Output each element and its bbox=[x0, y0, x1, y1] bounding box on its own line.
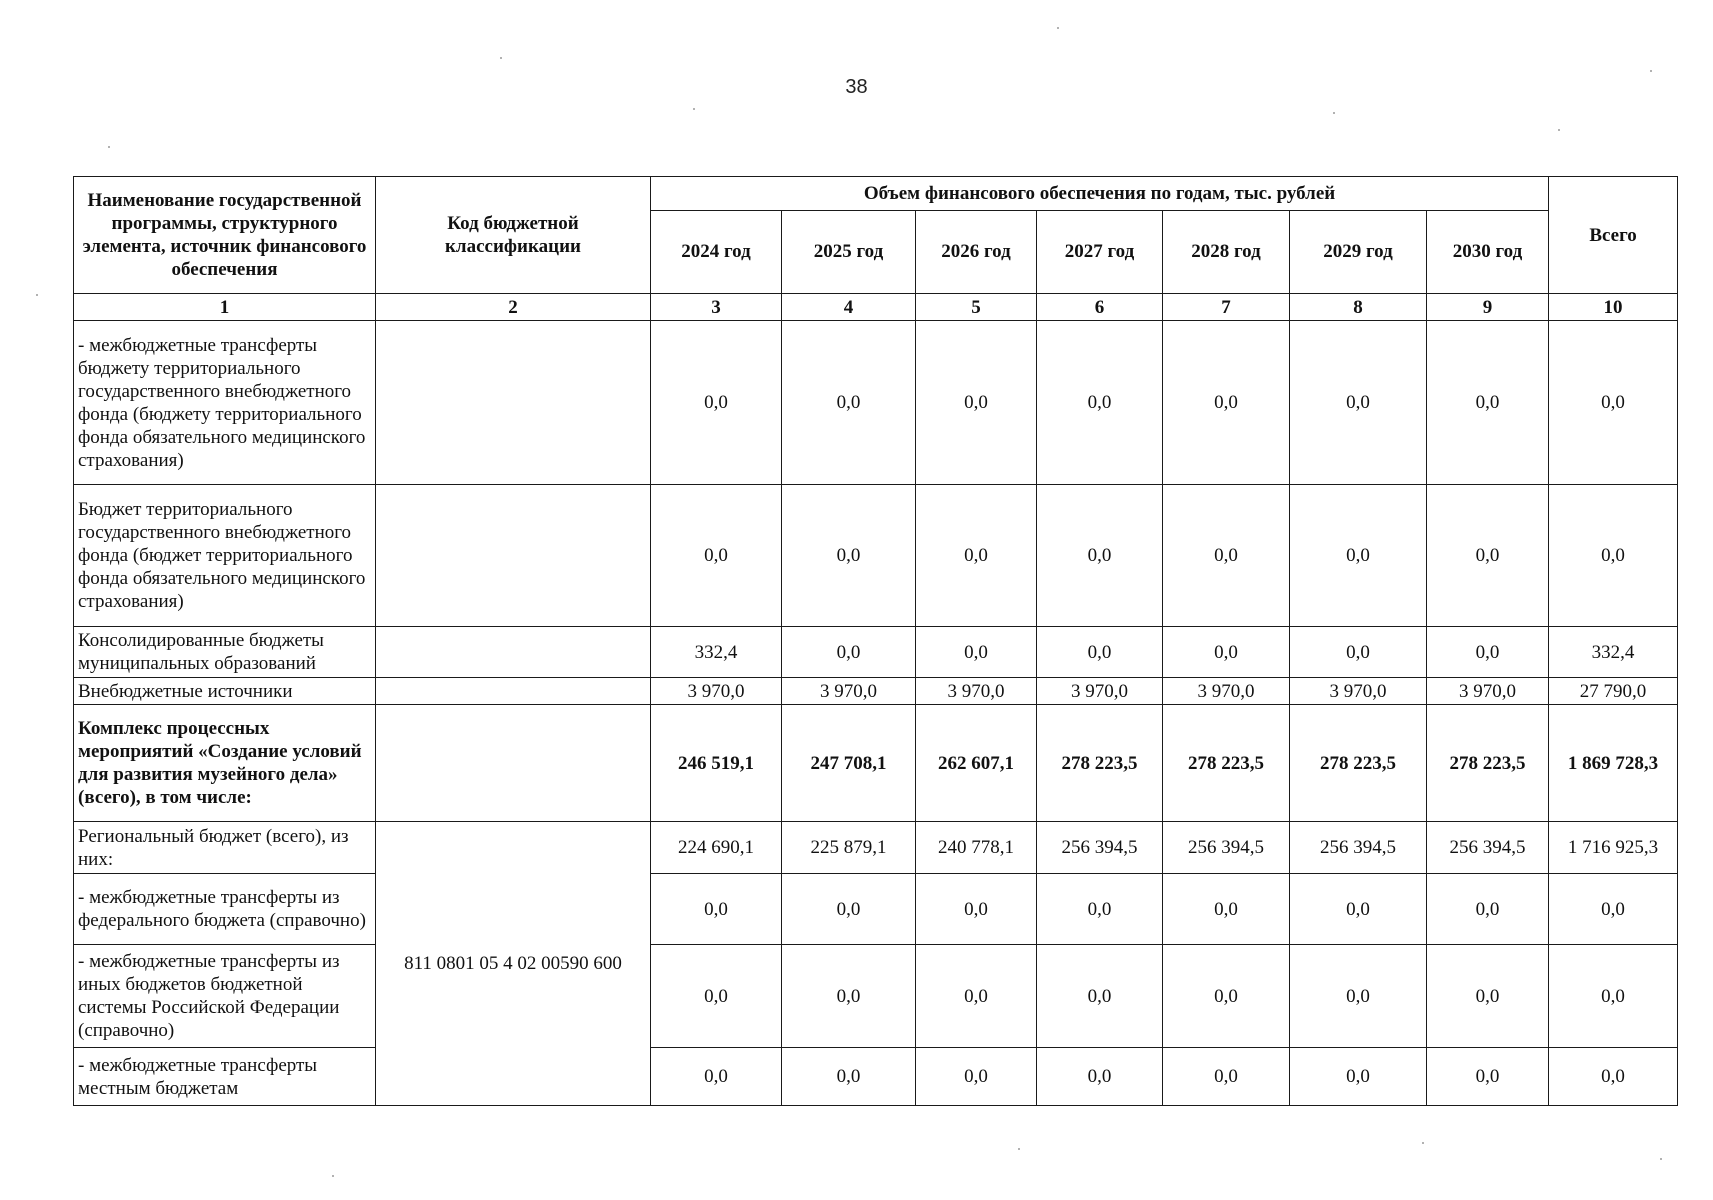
table-row bbox=[74, 485, 1678, 627]
header-year: 2024 год bbox=[651, 210, 782, 293]
row-code bbox=[376, 627, 651, 678]
row-total: 0,0 bbox=[1549, 485, 1678, 627]
row-value: 3 970,0 bbox=[782, 678, 916, 705]
table-row bbox=[74, 321, 1678, 485]
scan-speck bbox=[500, 57, 502, 59]
budget-classification-code: 811 0801 05 4 02 00590 600 bbox=[376, 822, 651, 1106]
row-value: 3 970,0 bbox=[1290, 678, 1427, 705]
row-value: 0,0 bbox=[651, 874, 782, 945]
row-value: 224 690,1 bbox=[651, 822, 782, 874]
row-value: 0,0 bbox=[1427, 485, 1549, 627]
row-value: 0,0 bbox=[651, 485, 782, 627]
row-value: 278 223,5 bbox=[1163, 705, 1290, 822]
row-value: 240 778,1 bbox=[916, 822, 1037, 874]
row-value: 278 223,5 bbox=[1290, 705, 1427, 822]
row-value: 278 223,5 bbox=[1037, 705, 1163, 822]
row-name: Внебюджетные источники bbox=[74, 678, 376, 705]
row-value: 225 879,1 bbox=[782, 822, 916, 874]
row-value: 0,0 bbox=[782, 321, 916, 485]
row-code bbox=[376, 705, 651, 822]
table-row bbox=[74, 1048, 1678, 1106]
row-value: 0,0 bbox=[1427, 321, 1549, 485]
row-value: 0,0 bbox=[916, 321, 1037, 485]
row-total: 0,0 bbox=[1549, 321, 1678, 485]
row-name: - межбюджетные трансферты местным бюджетам bbox=[74, 1048, 376, 1106]
header-year: 2025 год bbox=[782, 210, 916, 293]
column-number: 2 bbox=[376, 294, 651, 321]
row-name: Консолидированные бюджеты муниципальных образований bbox=[74, 627, 376, 678]
row-value: 0,0 bbox=[782, 945, 916, 1048]
scan-speck bbox=[1660, 1158, 1662, 1160]
row-value: 0,0 bbox=[916, 945, 1037, 1048]
row-value: 256 394,5 bbox=[1163, 822, 1290, 874]
table-row bbox=[74, 945, 1678, 1048]
table-row bbox=[74, 678, 1678, 705]
row-value: 0,0 bbox=[916, 874, 1037, 945]
row-value: 0,0 bbox=[1290, 627, 1427, 678]
header-year: 2027 год bbox=[1037, 210, 1163, 293]
row-value: 0,0 bbox=[1037, 627, 1163, 678]
row-value: 0,0 bbox=[1037, 1048, 1163, 1106]
row-name: - межбюджетные трансферты из федерального бюджета (справочно) bbox=[74, 874, 376, 945]
row-value: 262 607,1 bbox=[916, 705, 1037, 822]
row-name: Бюджет территориального государственного внебюджетного фонда (бюджет территориального фонда обязательного медицинского страхования) bbox=[74, 485, 376, 627]
row-value: 332,4 bbox=[651, 627, 782, 678]
row-value: 3 970,0 bbox=[1163, 678, 1290, 705]
row-value: 246 519,1 bbox=[651, 705, 782, 822]
column-number: 3 bbox=[651, 294, 782, 321]
row-value: 3 970,0 bbox=[1427, 678, 1549, 705]
row-value: 3 970,0 bbox=[651, 678, 782, 705]
row-value: 0,0 bbox=[1163, 627, 1290, 678]
row-value: 0,0 bbox=[1290, 945, 1427, 1048]
scan-speck bbox=[693, 108, 695, 110]
row-value: 0,0 bbox=[1163, 874, 1290, 945]
header-name-column: Наименование государственной программы, структурного элемента, источник финансового обеспечения bbox=[74, 177, 376, 294]
row-total: 1 869 728,3 bbox=[1549, 705, 1678, 822]
row-total: 0,0 bbox=[1549, 874, 1678, 945]
row-value: 3 970,0 bbox=[916, 678, 1037, 705]
row-value: 0,0 bbox=[1163, 485, 1290, 627]
header-year: 2029 год bbox=[1290, 210, 1427, 293]
row-value: 0,0 bbox=[651, 321, 782, 485]
column-number: 6 bbox=[1037, 294, 1163, 321]
row-value: 247 708,1 bbox=[782, 705, 916, 822]
row-value: 0,0 bbox=[651, 1048, 782, 1106]
row-value: 0,0 bbox=[1290, 874, 1427, 945]
row-total: 0,0 bbox=[1549, 945, 1678, 1048]
scan-speck bbox=[1057, 27, 1059, 29]
column-number: 7 bbox=[1163, 294, 1290, 321]
column-number-row bbox=[74, 294, 1678, 321]
row-value: 256 394,5 bbox=[1037, 822, 1163, 874]
table-row bbox=[74, 627, 1678, 678]
row-value: 0,0 bbox=[1037, 321, 1163, 485]
row-name: Региональный бюджет (всего), из них: bbox=[74, 822, 376, 874]
row-value: 0,0 bbox=[1290, 485, 1427, 627]
row-value: 0,0 bbox=[782, 485, 916, 627]
row-code bbox=[376, 321, 651, 485]
row-value: 0,0 bbox=[1037, 874, 1163, 945]
row-value: 0,0 bbox=[782, 1048, 916, 1106]
financing-table bbox=[73, 176, 1678, 1106]
row-value: 0,0 bbox=[1290, 1048, 1427, 1106]
row-value: 0,0 bbox=[1427, 945, 1549, 1048]
row-value: 0,0 bbox=[1163, 1048, 1290, 1106]
row-value: 0,0 bbox=[651, 945, 782, 1048]
row-name: Комплекс процессных мероприятий «Создание условий для развития музейного дела» (всего), в том числе: bbox=[74, 705, 376, 822]
row-code bbox=[376, 678, 651, 705]
row-value: 0,0 bbox=[916, 485, 1037, 627]
header-years-group: Объем финансового обеспечения по годам, тыс. рублей bbox=[651, 177, 1549, 211]
row-value: 0,0 bbox=[1427, 1048, 1549, 1106]
header-year: 2030 год bbox=[1427, 210, 1549, 293]
row-value: 0,0 bbox=[1163, 321, 1290, 485]
column-number: 4 bbox=[782, 294, 916, 321]
row-value: 0,0 bbox=[782, 874, 916, 945]
row-value: 256 394,5 bbox=[1427, 822, 1549, 874]
table-row bbox=[74, 822, 1678, 874]
row-value: 0,0 bbox=[1290, 321, 1427, 485]
scan-speck bbox=[1333, 112, 1335, 114]
row-value: 0,0 bbox=[916, 627, 1037, 678]
scan-speck bbox=[1018, 1148, 1020, 1150]
column-number: 10 bbox=[1549, 294, 1678, 321]
row-value: 0,0 bbox=[782, 627, 916, 678]
scan-speck bbox=[108, 146, 110, 148]
row-code bbox=[376, 485, 651, 627]
header-total-column: Всего bbox=[1549, 177, 1678, 294]
row-total: 1 716 925,3 bbox=[1549, 822, 1678, 874]
row-name: - межбюджетные трансферты из иных бюджетов бюджетной системы Российской Федерации (справочно) bbox=[74, 945, 376, 1048]
row-value: 0,0 bbox=[916, 1048, 1037, 1106]
scan-speck bbox=[1650, 70, 1652, 72]
row-total: 0,0 bbox=[1549, 1048, 1678, 1106]
row-total: 332,4 bbox=[1549, 627, 1678, 678]
row-value: 256 394,5 bbox=[1290, 822, 1427, 874]
scan-speck bbox=[1422, 1142, 1424, 1144]
row-value: 0,0 bbox=[1037, 485, 1163, 627]
row-value: 278 223,5 bbox=[1427, 705, 1549, 822]
scan-speck bbox=[332, 1175, 334, 1177]
table-row bbox=[74, 874, 1678, 945]
column-number: 5 bbox=[916, 294, 1037, 321]
row-name: - межбюджетные трансферты бюджету территориального государственного внебюджетного фонда (бюджету территориального фонда обязательного медицинского страхования) bbox=[74, 321, 376, 485]
column-number: 9 bbox=[1427, 294, 1549, 321]
row-value: 0,0 bbox=[1163, 945, 1290, 1048]
table-row bbox=[74, 705, 1678, 822]
header-year: 2026 год bbox=[916, 210, 1037, 293]
column-number: 8 bbox=[1290, 294, 1427, 321]
page-number: 38 bbox=[845, 76, 868, 98]
scan-speck bbox=[1558, 129, 1560, 131]
column-number: 1 bbox=[74, 294, 376, 321]
row-value: 0,0 bbox=[1427, 627, 1549, 678]
header-year: 2028 год bbox=[1163, 210, 1290, 293]
header-code-column: Код бюджетной классификации bbox=[376, 177, 651, 294]
scan-speck bbox=[36, 294, 38, 296]
row-value: 0,0 bbox=[1037, 945, 1163, 1048]
row-value: 0,0 bbox=[1427, 874, 1549, 945]
row-total: 27 790,0 bbox=[1549, 678, 1678, 705]
row-value: 3 970,0 bbox=[1037, 678, 1163, 705]
